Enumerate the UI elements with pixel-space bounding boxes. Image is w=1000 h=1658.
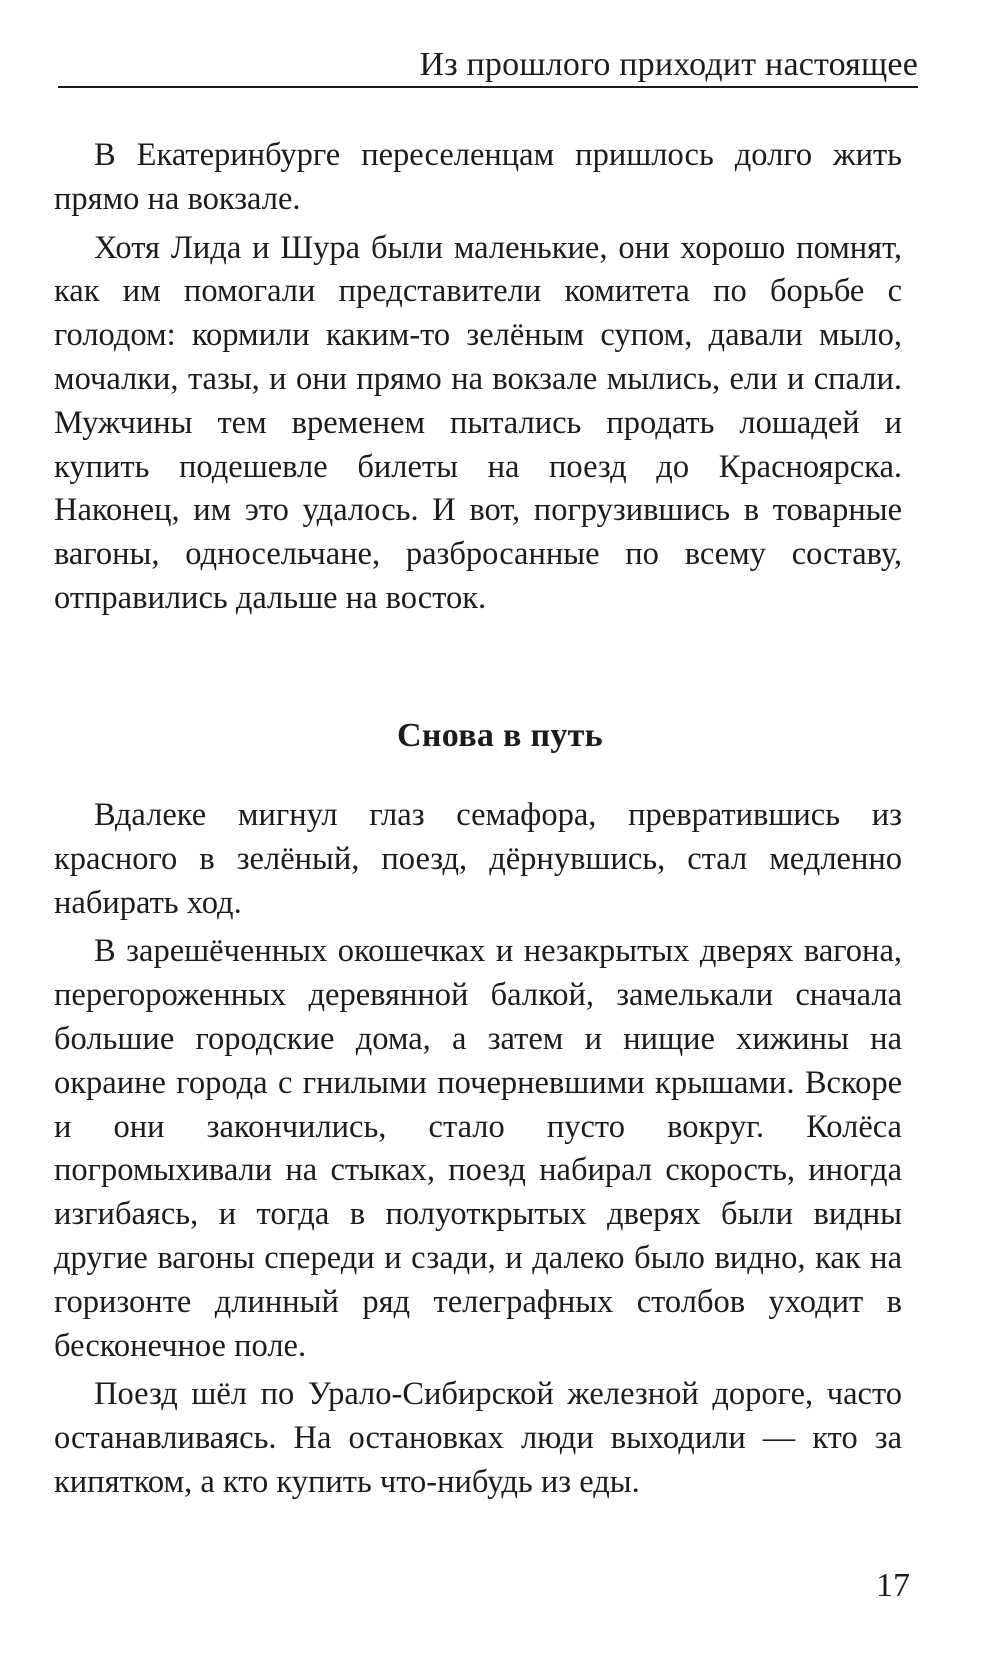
running-title: Из прошлого приходит настоящее bbox=[419, 46, 918, 83]
page-number: 17 bbox=[876, 1567, 910, 1604]
paragraph: Поезд шёл по Урало-Сибирской железной дороге, часто останавливаясь. На остановках люди выходили — кто за кипятком, а кто купить что-нибудь из еды. bbox=[54, 1376, 902, 1500]
paragraph: В зарешёченных окошечках и незакрытых дверях вагона, перегороженных деревянной балкой, замелькали сначала большие городские дома, а затем и нищие хижины на окраине города с гнилыми почерневшими крышами. Вскоре и они закончились, стало пусто вокруг. Колёса погромыхивали на стыках, поезд набирал скорость, иногда изгибаясь, и тогда в полуоткрытых дверях были видны другие вагоны спереди и сзади, и далеко было видно, как на горизонте длинный ряд телеграфных столбов уходит в бесконечное поле. bbox=[54, 933, 902, 1364]
paragraph: Вдалеке мигнул глаз семафора, превратившись из красного в зелёный, поезд, дёрнувшись, стал медленно набирать ход. bbox=[54, 797, 902, 921]
text-block-journey bbox=[54, 794, 902, 1505]
paragraph: Хотя Лида и Шура были маленькие, они хорошо помнят, как им помогали представители комитета по борьбе с голодом: кормили каким-то зелёным супом, давали мыло, мочалки, тазы, и они прямо на вокзале мылись, ели и спали. Мужчины тем временем пытались продать лошадей и купить подешевле билеты на поезд до Красноярска. Наконец, им это удалось. И вот, погрузившись в товарные вагоны, односельчане, разбросанные по всему составу, отправились дальше на восток. bbox=[54, 229, 902, 616]
paragraph: В Екатеринбурге переселенцам пришлось долго жить прямо на вокзале. bbox=[54, 137, 902, 217]
section-heading: Снова в путь bbox=[397, 717, 603, 754]
text-block-station bbox=[54, 134, 902, 621]
running-header bbox=[58, 40, 918, 88]
header-rule bbox=[58, 86, 918, 88]
